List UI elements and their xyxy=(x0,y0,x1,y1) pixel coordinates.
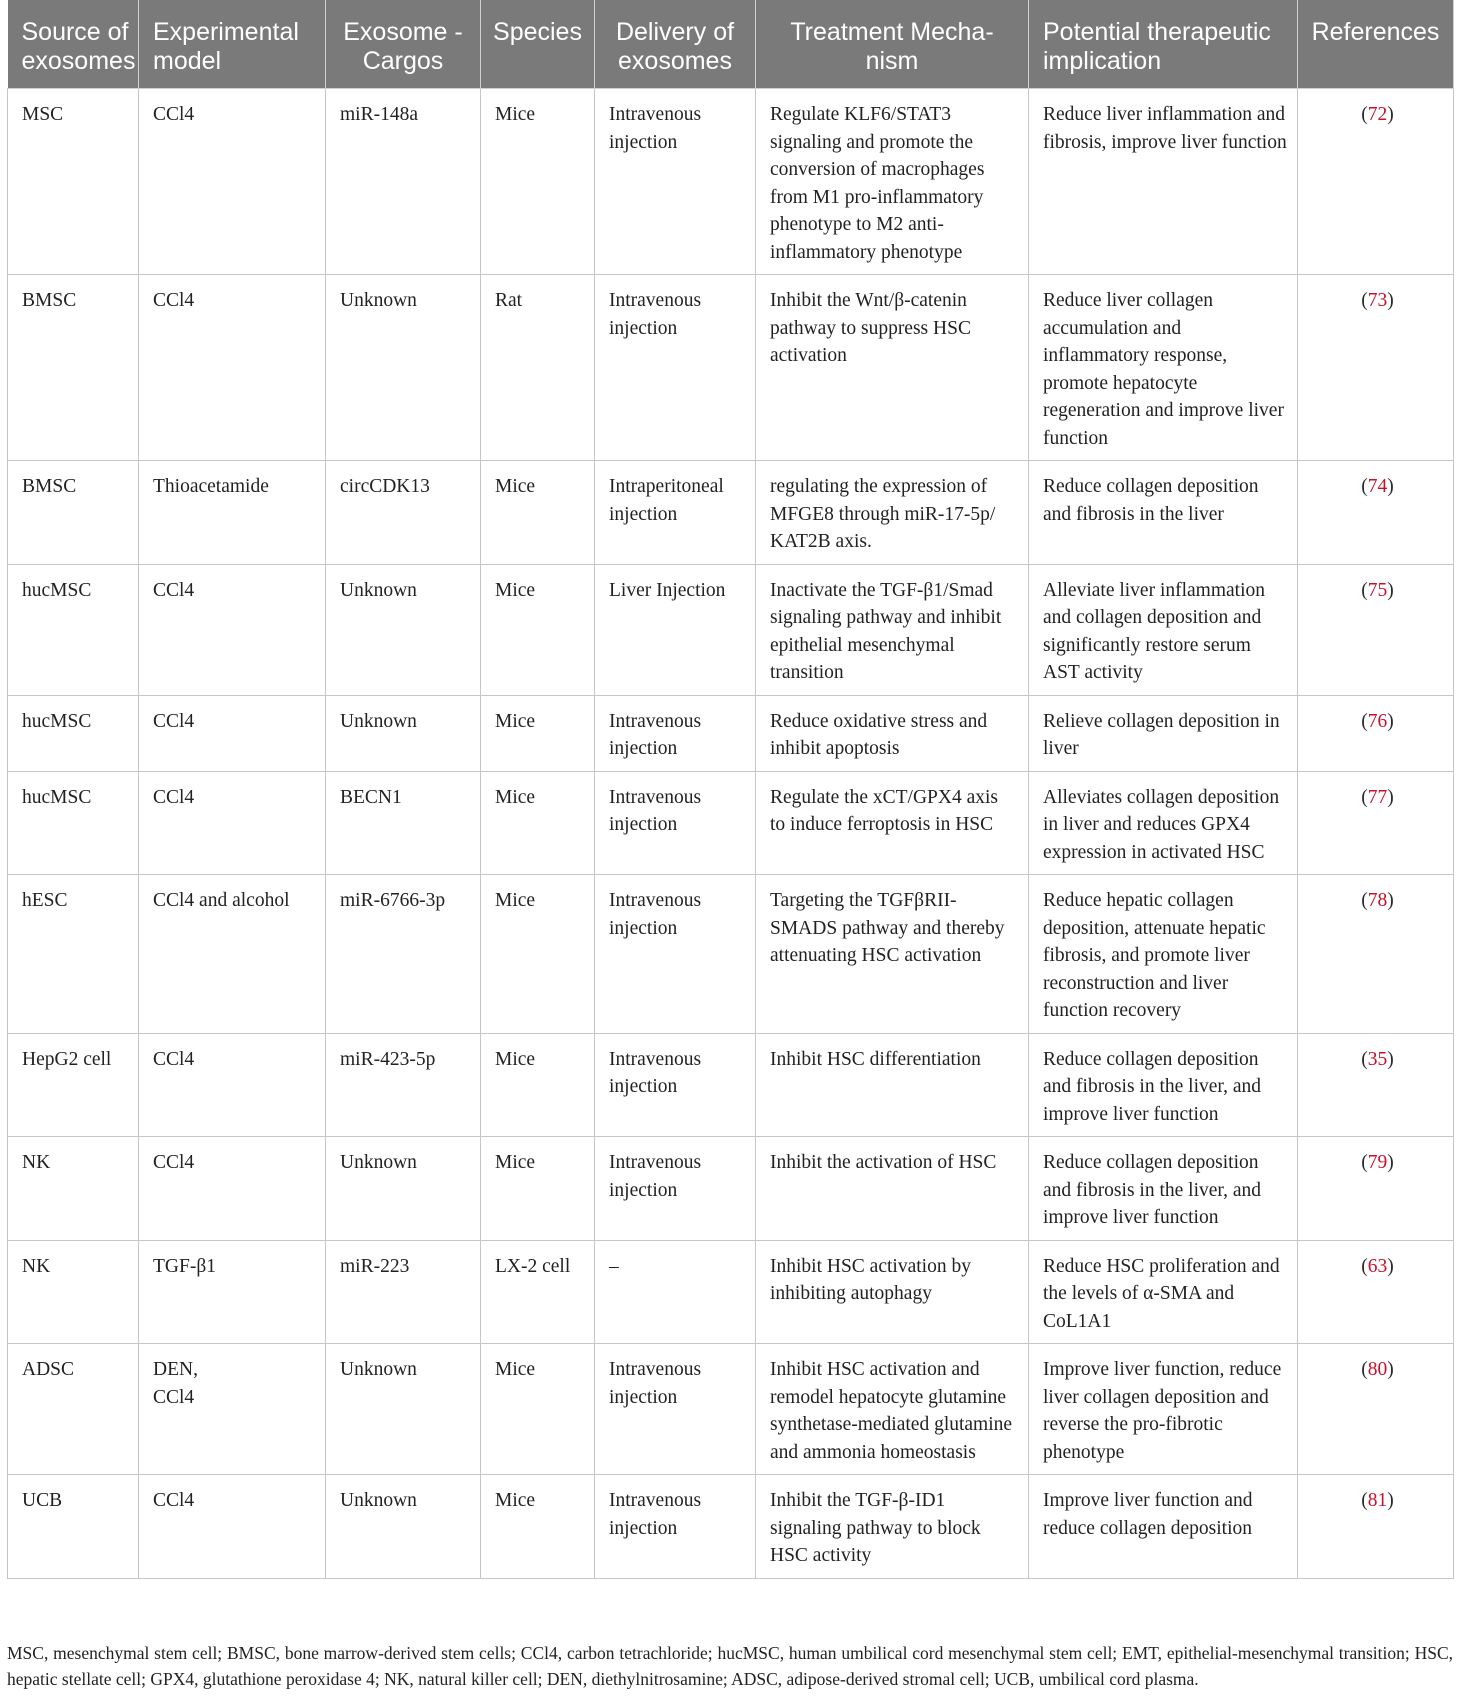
cell-source: HepG2 cell xyxy=(8,1033,139,1137)
header-delivery-of-exosomes: Delivery of exosomes xyxy=(595,0,756,89)
table-row xyxy=(8,1475,1454,1579)
cell-therapeutic-implication: Improve liver function and reduce collagen deposition xyxy=(1029,1475,1298,1579)
cell-source: MSC xyxy=(8,89,139,275)
cell-experimental-model: CCl4 xyxy=(139,1033,326,1137)
table-row xyxy=(8,564,1454,695)
table-row xyxy=(8,1240,1454,1344)
cell-therapeutic-implication: Reduce collagen deposition and fibrosis in the liver, and improve liver function xyxy=(1029,1137,1298,1241)
table-row xyxy=(8,695,1454,771)
header-species: Species xyxy=(481,0,595,89)
cell-exosome-cargo: miR-148a xyxy=(326,89,481,275)
table-row xyxy=(8,875,1454,1034)
cell-experimental-model: CCl4 xyxy=(139,1475,326,1579)
cell-species: Mice xyxy=(481,1475,595,1579)
cell-reference: (73) xyxy=(1298,275,1454,461)
header-potential-therapeutic-implication: Potential therapeutic implication xyxy=(1029,0,1298,89)
cell-reference: (80) xyxy=(1298,1344,1454,1475)
cell-treatment-mechanism: Inhibit HSC activation by inhibiting autophagy xyxy=(756,1240,1029,1344)
table-row xyxy=(8,771,1454,875)
cell-therapeutic-implication: Reduce HSC proliferation and the levels of α-SMA and CoL1A1 xyxy=(1029,1240,1298,1344)
reference-link[interactable]: 76 xyxy=(1367,710,1388,732)
cell-delivery: Intravenous injection xyxy=(595,1344,756,1475)
cell-species: Mice xyxy=(481,695,595,771)
table-row xyxy=(8,275,1454,461)
cell-delivery: Intraperitoneal injection xyxy=(595,461,756,565)
cell-therapeutic-implication: Reduce liver collagen accumulation and inflammatory response, promote hepatocyte regeneration and improve liver function xyxy=(1029,275,1298,461)
cell-treatment-mechanism: Regulate KLF6/STAT3 signaling and promote the conversion of macrophages from M1 pro-inflammatory phenotype to M2 anti-inflammatory phenotype xyxy=(756,89,1029,275)
reference-link[interactable]: 81 xyxy=(1367,1490,1388,1511)
cell-experimental-model: CCl4 xyxy=(139,89,326,275)
cell-exosome-cargo: Unknown xyxy=(326,275,481,461)
reference-link[interactable]: 35 xyxy=(1367,1048,1388,1070)
cell-experimental-model: DEN, CCl4 xyxy=(139,1344,326,1475)
cell-treatment-mechanism: Inhibit the TGF-β-ID1 signaling pathway to block HSC activity xyxy=(756,1475,1029,1579)
cell-treatment-mechanism: Regulate the xCT/GPX4 axis to induce ferroptosis in HSC xyxy=(756,771,1029,875)
cell-delivery: Intravenous injection xyxy=(595,89,756,275)
cell-reference: (75) xyxy=(1298,564,1454,695)
table-row xyxy=(8,461,1454,565)
cell-source: hucMSC xyxy=(8,695,139,771)
cell-species: Mice xyxy=(481,1344,595,1475)
cell-source: NK xyxy=(8,1240,139,1344)
cell-delivery: Intravenous injection xyxy=(595,1475,756,1579)
table-footnote: MSC, mesenchymal stem cell; BMSC, bone marrow-derived stem cells; CCl4, carbon tetrachloride; hucMSC, human umbilical cord mesenchymal stem cell; EMT, epithelial-mesenchymal transition; HSC, hepatic stellate cell; GPX4, glutathione peroxidase 4; NK, natural killer cell; DEN, diethylnitrosamine; ADSC, adipose-derived stromal cell; UCB, umbilical cord plasma. xyxy=(7,1643,1453,1689)
cell-experimental-model: Thioacetamide xyxy=(139,461,326,565)
cell-delivery: Intravenous injection xyxy=(595,771,756,875)
cell-reference: (74) xyxy=(1298,461,1454,565)
cell-treatment-mechanism: Targeting the TGFβRII-SMADS pathway and thereby attenuating HSC activation xyxy=(756,875,1029,1034)
cell-reference: (78) xyxy=(1298,875,1454,1034)
reference-link[interactable]: 63 xyxy=(1367,1255,1388,1277)
cell-experimental-model: CCl4 and alcohol xyxy=(139,875,326,1034)
cell-source: BMSC xyxy=(8,275,139,461)
header-treatment-mechanism: Treatment Mecha-nism xyxy=(756,0,1029,89)
cell-therapeutic-implication: Reduce liver inflammation and fibrosis, improve liver function xyxy=(1029,89,1298,275)
cell-reference: (63) xyxy=(1298,1240,1454,1344)
cell-therapeutic-implication: Relieve collagen deposition in liver xyxy=(1029,695,1298,771)
cell-experimental-model: CCl4 xyxy=(139,695,326,771)
reference-link[interactable]: 78 xyxy=(1367,890,1388,911)
cell-exosome-cargo: BECN1 xyxy=(326,771,481,875)
cell-delivery: Intravenous injection xyxy=(595,695,756,771)
cell-source: UCB xyxy=(8,1475,139,1579)
cell-treatment-mechanism: Inhibit HSC activation and remodel hepatocyte glutamine synthetase-mediated glutamine and ammonia homeostasis xyxy=(756,1344,1029,1475)
cell-delivery: Intravenous injection xyxy=(595,275,756,461)
cell-treatment-mechanism: Inactivate the TGF-β1/Smad signaling pathway and inhibit epithelial mesenchymal transition xyxy=(756,564,1029,695)
reference-link[interactable]: 73 xyxy=(1367,290,1388,311)
cell-exosome-cargo: Unknown xyxy=(326,1475,481,1579)
cell-species: Mice xyxy=(481,875,595,1034)
cell-experimental-model: TGF-β1 xyxy=(139,1240,326,1344)
cell-therapeutic-implication: Reduce collagen deposition and fibrosis in the liver xyxy=(1029,461,1298,565)
cell-treatment-mechanism: Inhibit HSC differentiation xyxy=(756,1033,1029,1137)
header-source-of-exosomes: Source of exosomes xyxy=(8,0,139,89)
cell-source: hucMSC xyxy=(8,564,139,695)
cell-exosome-cargo: miR-6766-3p xyxy=(326,875,481,1034)
exosome-therapy-table xyxy=(7,0,1454,1579)
reference-link[interactable]: 75 xyxy=(1367,579,1388,601)
cell-source: hESC xyxy=(8,875,139,1034)
header-references: References xyxy=(1298,0,1454,89)
reference-link[interactable]: 79 xyxy=(1367,1152,1388,1173)
cell-treatment-mechanism: Reduce oxidative stress and inhibit apoptosis xyxy=(756,695,1029,771)
reference-link[interactable]: 77 xyxy=(1367,786,1388,808)
cell-treatment-mechanism: Inhibit the Wnt/β-catenin pathway to suppress HSC activation xyxy=(756,275,1029,461)
cell-treatment-mechanism: Inhibit the activation of HSC xyxy=(756,1137,1029,1241)
cell-experimental-model: CCl4 xyxy=(139,771,326,875)
cell-species: Mice xyxy=(481,89,595,275)
cell-species: LX-2 cell xyxy=(481,1240,595,1344)
header-experimental-model: Experimental model xyxy=(139,0,326,89)
cell-experimental-model: CCl4 xyxy=(139,1137,326,1241)
cell-exosome-cargo: circCDK13 xyxy=(326,461,481,565)
cell-source: ADSC xyxy=(8,1344,139,1475)
cell-therapeutic-implication: Reduce collagen deposition and fibrosis in the liver, and improve liver function xyxy=(1029,1033,1298,1137)
reference-link[interactable]: 80 xyxy=(1367,1359,1388,1380)
cell-reference: (77) xyxy=(1298,771,1454,875)
cell-species: Mice xyxy=(481,564,595,695)
cell-species: Mice xyxy=(481,1033,595,1137)
cell-species: Mice xyxy=(481,771,595,875)
cell-delivery: Intravenous injection xyxy=(595,1033,756,1137)
cell-reference: (35) xyxy=(1298,1033,1454,1137)
cell-delivery: Liver Injection xyxy=(595,564,756,695)
table-row xyxy=(8,89,1454,275)
cell-delivery: Intravenous injection xyxy=(595,875,756,1034)
cell-therapeutic-implication: Alleviate liver inflammation and collagen deposition and significantly restore serum AST activity xyxy=(1029,564,1298,695)
cell-reference: (76) xyxy=(1298,695,1454,771)
header-row xyxy=(8,0,1454,89)
cell-exosome-cargo: Unknown xyxy=(326,564,481,695)
cell-reference: (79) xyxy=(1298,1137,1454,1241)
reference-link[interactable]: 72 xyxy=(1367,104,1388,125)
cell-exosome-cargo: miR-423-5p xyxy=(326,1033,481,1137)
cell-exosome-cargo: Unknown xyxy=(326,695,481,771)
cell-species: Mice xyxy=(481,1137,595,1241)
cell-exosome-cargo: Unknown xyxy=(326,1344,481,1475)
cell-source: NK xyxy=(8,1137,139,1241)
cell-source: hucMSC xyxy=(8,771,139,875)
cell-reference: (81) xyxy=(1298,1475,1454,1579)
cell-experimental-model: CCl4 xyxy=(139,275,326,461)
cell-therapeutic-implication: Reduce hepatic collagen deposition, attenuate hepatic fibrosis, and promote liver reconstruction and liver function recovery xyxy=(1029,875,1298,1034)
cell-treatment-mechanism: regulating the expression of MFGE8 through miR-17-5p/ KAT2B axis. xyxy=(756,461,1029,565)
table-row xyxy=(8,1344,1454,1475)
cell-exosome-cargo: Unknown xyxy=(326,1137,481,1241)
cell-delivery: Intravenous injection xyxy=(595,1137,756,1241)
table-row xyxy=(8,1137,1454,1241)
cell-delivery: – xyxy=(595,1240,756,1344)
cell-experimental-model: CCl4 xyxy=(139,564,326,695)
cell-source: BMSC xyxy=(8,461,139,565)
cell-species: Mice xyxy=(481,461,595,565)
cell-therapeutic-implication: Alleviates collagen deposition in liver and reduces GPX4 expression in activated HSC xyxy=(1029,771,1298,875)
cell-reference: (72) xyxy=(1298,89,1454,275)
header-exosome-cargos: Exosome - Cargos xyxy=(326,0,481,89)
table-row xyxy=(8,1033,1454,1137)
cell-species: Rat xyxy=(481,275,595,461)
cell-exosome-cargo: miR-223 xyxy=(326,1240,481,1344)
cell-therapeutic-implication: Improve liver function, reduce liver collagen deposition and reverse the pro-fibrotic phenotype xyxy=(1029,1344,1298,1475)
reference-link[interactable]: 74 xyxy=(1367,476,1388,497)
